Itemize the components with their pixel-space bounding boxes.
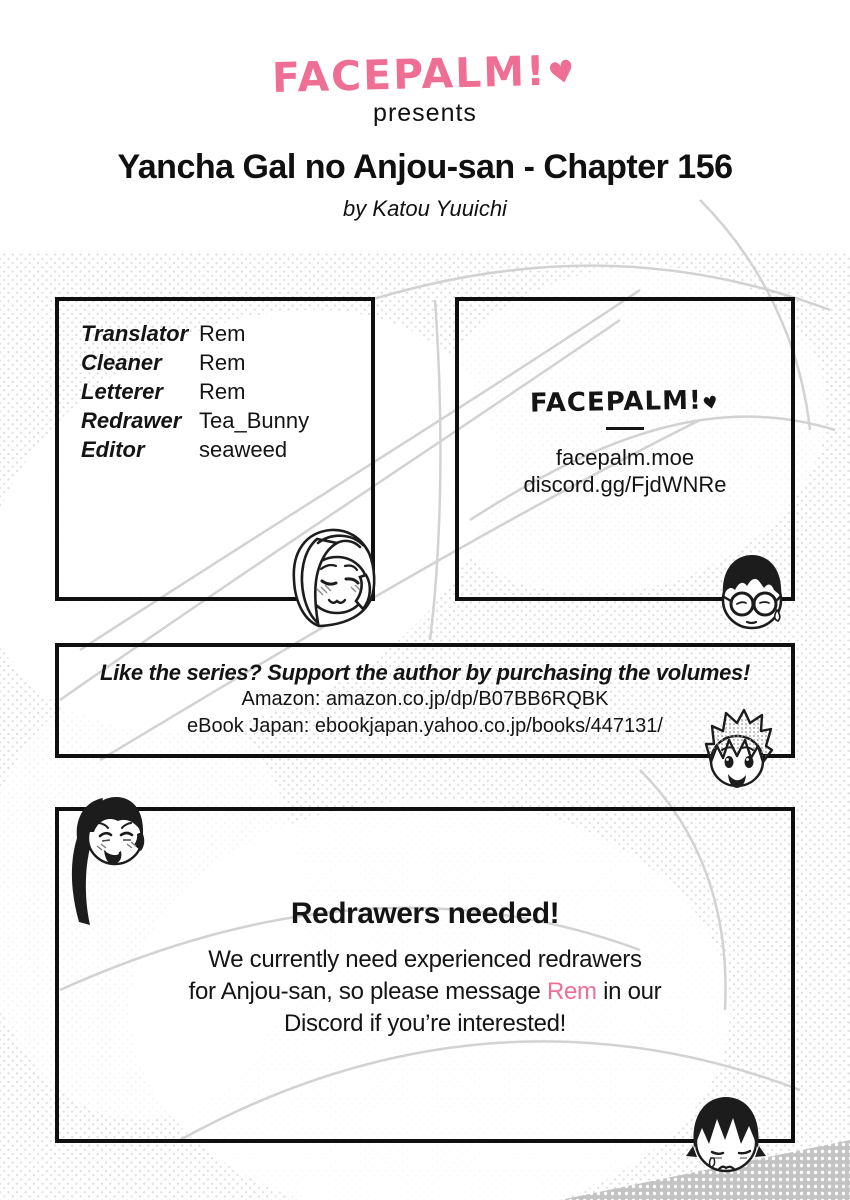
heart-icon: ♥ (701, 391, 722, 416)
credit-row-redrawer (81, 406, 371, 435)
rem-mention: Rem (546, 978, 597, 1005)
crying-girl-chibi-icon (57, 792, 157, 934)
header (0, 46, 850, 222)
credit-name: Rem (199, 321, 246, 346)
credit-row-translator (81, 319, 371, 348)
recruit-line2-pre: for Anjou-san, so please message (188, 978, 547, 1005)
facepalm-logo-small-text: FACEPALM! (530, 385, 703, 419)
credit-role: Editor (81, 437, 145, 462)
recruit-line2-post: in our (596, 978, 662, 1005)
credit-name: seaweed (199, 437, 288, 462)
facepalm-logo (0, 46, 850, 102)
credit-name: Rem (199, 379, 246, 404)
ebook-japan-url[interactable]: ebookjapan.yahoo.co.jp/books/447131/ (314, 715, 663, 737)
credit-row-letterer (81, 377, 371, 406)
chapter-title: Yancha Gal no Anjou-san - Chapter 156 (117, 148, 733, 186)
credit-name: Tea_Bunny (199, 408, 310, 433)
spiky-boy-chibi-icon (696, 698, 778, 794)
support-author-box (55, 643, 795, 758)
recruit-line1: We currently need experienced redrawers (208, 946, 642, 973)
credit-name: Rem (199, 350, 246, 375)
sad-girl-chibi-icon (678, 1090, 774, 1188)
recruit-line3: Discord if you’re interested! (283, 1010, 567, 1037)
divider-line (606, 427, 644, 430)
recruit-heading: Redrawers needed! (290, 897, 560, 930)
heart-icon: ♥ (544, 52, 582, 94)
credit-role: Redrawer (81, 408, 182, 433)
facepalm-logo-small (459, 387, 791, 417)
credit-role: Translator (81, 321, 189, 346)
credit-role: Letterer (81, 379, 163, 404)
glasses-boy-chibi-icon (710, 546, 794, 640)
amazon-url[interactable]: amazon.co.jp/dp/B07BB6RQBK (326, 688, 609, 710)
support-heading: Like the series? Support the author by purchasing the volumes! (99, 660, 751, 685)
author-byline: by Katou Yuuichi (343, 196, 507, 221)
recruit-message (59, 944, 791, 1040)
discord-invite-url[interactable]: discord.gg/FjdWNRe (523, 472, 727, 497)
ebook-japan-link-line (59, 713, 791, 740)
website-url[interactable]: facepalm.moe (555, 445, 695, 470)
presents-label: presents (373, 99, 477, 127)
amazon-label: Amazon: (241, 688, 321, 710)
ebook-japan-label: eBook Japan: (187, 715, 310, 737)
credit-row-cleaner (81, 348, 371, 377)
credit-row-editor (81, 435, 371, 464)
smug-girl-chibi-icon (283, 523, 379, 631)
amazon-link-line (59, 686, 791, 713)
facepalm-logo-text: FACEPALM! (271, 46, 548, 102)
credit-role: Cleaner (81, 350, 162, 375)
